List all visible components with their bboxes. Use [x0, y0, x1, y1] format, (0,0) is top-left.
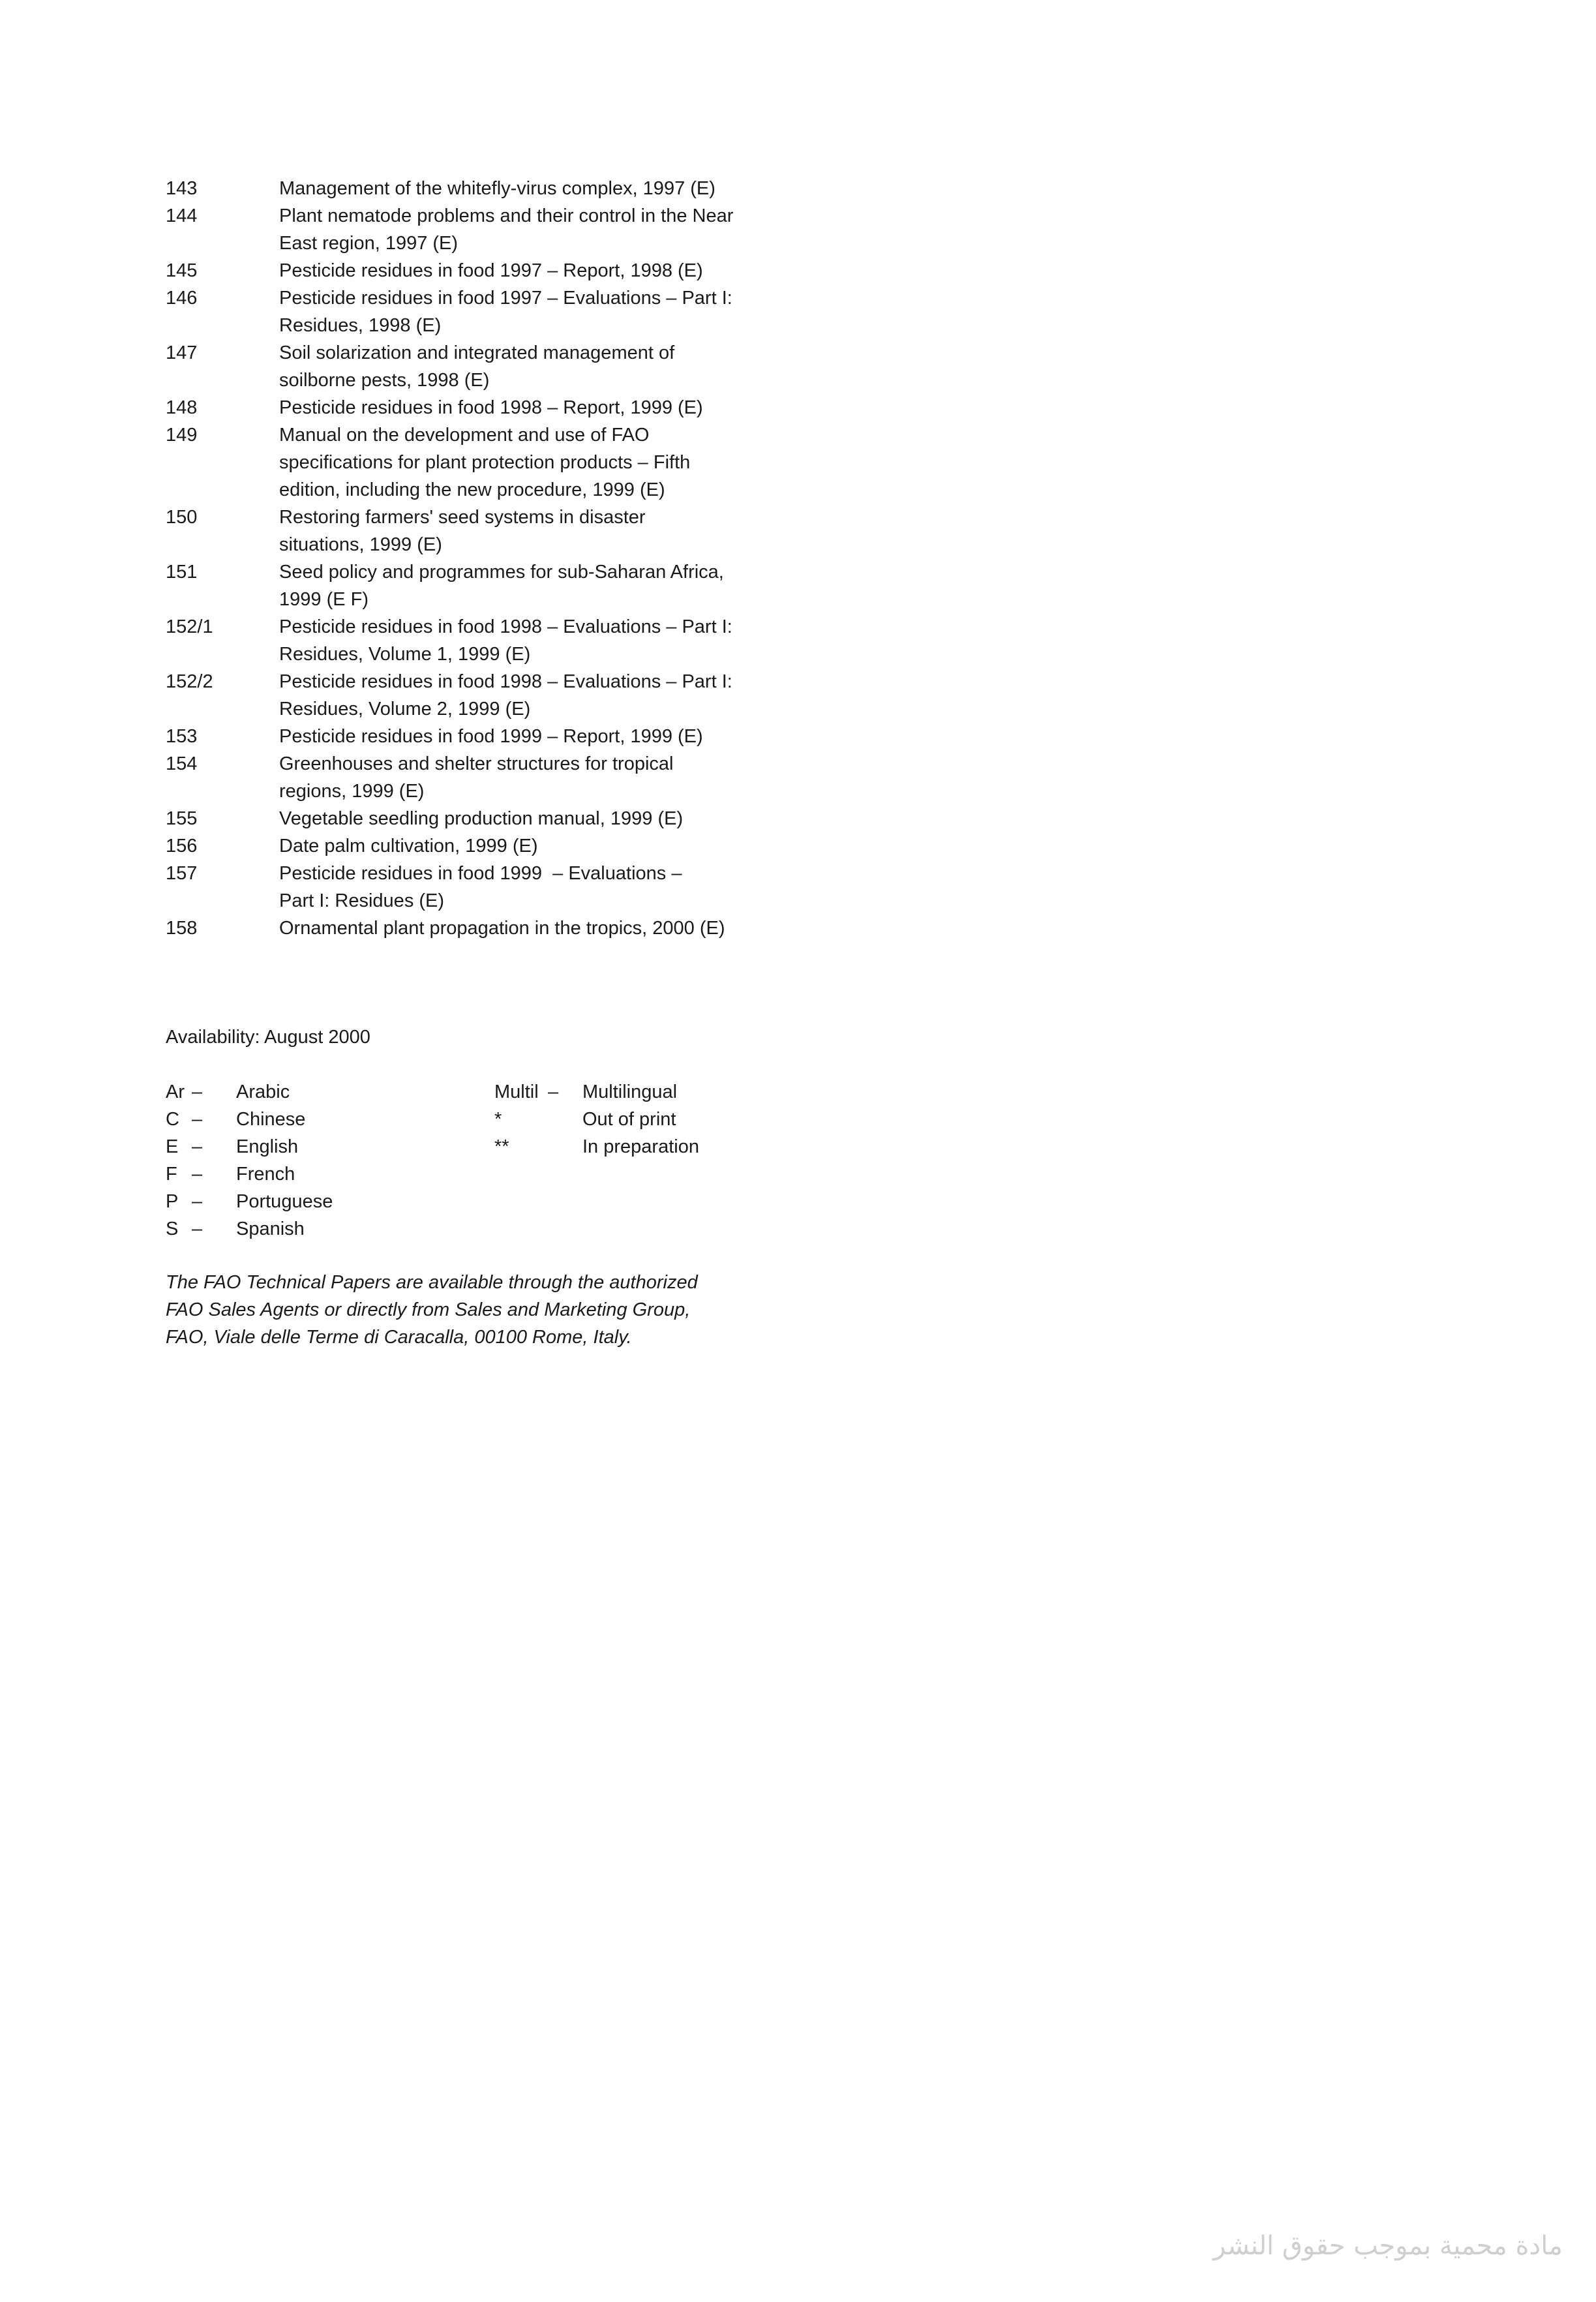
legend-meaning: French: [236, 1164, 295, 1185]
ordering-note: The FAO Technical Papers are available through the authorized FAO Sales Agents or directly from Sales and Marketing Group, FAO, Viale delle Terme di Caracalla, 00100 Rome, Italy.: [166, 1272, 698, 1348]
publication-number: 145: [166, 260, 198, 281]
publication-title: Manual on the development and use of FAO specifications for plant protection products – Fifth edition, including the new procedure, 1999 (E): [279, 425, 691, 500]
publication-item: [166, 723, 948, 750]
publication-item: [166, 394, 948, 421]
publication-number: 148: [166, 397, 198, 418]
publication-title: Pesticide residues in food 1997 – Evaluations – Part I: Residues, 1998 (E): [279, 288, 732, 336]
legend-dash: –: [548, 1082, 559, 1102]
legend-code: F: [166, 1164, 177, 1185]
legend-code: P: [166, 1191, 179, 1212]
legend-dash: –: [192, 1219, 203, 1239]
publication-item: [166, 915, 948, 942]
publication-item: [166, 339, 948, 394]
publication-item: [166, 504, 948, 558]
publication-item: [166, 202, 948, 257]
legend-entry: [494, 1106, 821, 1133]
legend-code: C: [166, 1109, 179, 1130]
publication-title: Seed policy and programmes for sub-Saharan Africa, 1999 (E F): [279, 562, 724, 610]
publication-number: 150: [166, 507, 198, 528]
legend-code: *: [494, 1109, 502, 1130]
publication-item: [166, 668, 948, 723]
legend-entry: [166, 1133, 427, 1160]
legend-entry: [166, 1106, 427, 1133]
publication-number: 152/2: [166, 671, 213, 692]
legend-meaning: Chinese: [236, 1109, 306, 1130]
legend-dash: –: [192, 1082, 203, 1102]
publication-title: Vegetable seedling production manual, 1999 (E): [279, 808, 684, 829]
publication-item: [166, 750, 948, 805]
publication-title: Pesticide residues in food 1998 – Report, 1999 (E): [279, 397, 703, 418]
publication-item: [166, 284, 948, 339]
legend-meaning: In preparation: [582, 1136, 699, 1157]
legend-code: **: [494, 1136, 509, 1157]
publication-number: 143: [166, 178, 198, 199]
publication-number: 149: [166, 425, 198, 446]
publication-number: 154: [166, 753, 198, 774]
publication-number: 144: [166, 205, 198, 226]
legend-code: Multil: [494, 1082, 539, 1102]
publication-item: [166, 613, 948, 668]
legend-dash: –: [192, 1109, 203, 1130]
publication-item: [166, 421, 948, 504]
legend-entry: [166, 1215, 427, 1243]
publication-number: 153: [166, 726, 198, 747]
publication-number: 151: [166, 562, 198, 583]
publication-item: [166, 558, 948, 613]
publication-number: 158: [166, 918, 198, 939]
publication-title: Greenhouses and shelter structures for tropical regions, 1999 (E): [279, 753, 674, 802]
availability-date: Availability: August 2000: [166, 1027, 370, 1048]
publication-item: [166, 860, 948, 915]
publication-title: Pesticide residues in food 1999 – Evaluations – Part I: Residues (E): [279, 863, 682, 911]
publication-item: [166, 175, 948, 202]
publication-title: Date palm cultivation, 1999 (E): [279, 836, 538, 856]
publication-number: 157: [166, 863, 198, 884]
copyright-watermark: مادة محمية بموجب حقوق النشر: [1213, 2231, 1563, 2261]
legend-meaning: English: [236, 1136, 299, 1157]
language-legend: [166, 1078, 427, 1243]
legend-dash: –: [192, 1136, 203, 1157]
publication-number: 147: [166, 342, 198, 363]
publication-title: Management of the whitefly-virus complex, 1997 (E): [279, 178, 715, 199]
publication-title: Restoring farmers' seed systems in disaster situations, 1999 (E): [279, 507, 646, 555]
publication-item: [166, 257, 948, 284]
publication-title: Pesticide residues in food 1999 – Report, 1999 (E): [279, 726, 703, 747]
legend-entry: [166, 1160, 427, 1188]
publication-number: 146: [166, 288, 198, 309]
legend-code: S: [166, 1219, 179, 1239]
legend-entry: [166, 1078, 427, 1106]
symbol-legend: [494, 1078, 821, 1160]
legend-entry: [494, 1133, 821, 1160]
legend-meaning: Out of print: [582, 1109, 676, 1130]
publication-title: Ornamental plant propagation in the tropics, 2000 (E): [279, 918, 725, 939]
legend-meaning: Spanish: [236, 1219, 305, 1239]
publication-item: [166, 805, 948, 832]
legend-meaning: Arabic: [236, 1082, 290, 1102]
legend-dash: –: [192, 1164, 203, 1185]
publication-number: 155: [166, 808, 198, 829]
legend-code: Ar: [166, 1082, 185, 1102]
publication-item: [166, 832, 948, 860]
publication-title: Pesticide residues in food 1998 – Evaluations – Part I: Residues, Volume 2, 1999 (E): [279, 671, 732, 719]
legend-meaning: Multilingual: [582, 1082, 678, 1102]
publication-title: Soil solarization and integrated management of soilborne pests, 1998 (E): [279, 342, 675, 391]
publication-number: 156: [166, 836, 198, 856]
legend-entry: [166, 1188, 427, 1215]
legend-dash: –: [192, 1191, 203, 1212]
publication-title: Pesticide residues in food 1998 – Evaluations – Part I: Residues, Volume 1, 1999 (E): [279, 616, 732, 665]
publication-title: Plant nematode problems and their control in the Near East region, 1997 (E): [279, 205, 734, 254]
publication-number: 152/1: [166, 616, 213, 637]
legend-code: E: [166, 1136, 179, 1157]
publication-title: Pesticide residues in food 1997 – Report, 1998 (E): [279, 260, 703, 281]
legend-meaning: Portuguese: [236, 1191, 333, 1212]
legend-entry: [494, 1078, 821, 1106]
publication-list: [166, 175, 948, 942]
